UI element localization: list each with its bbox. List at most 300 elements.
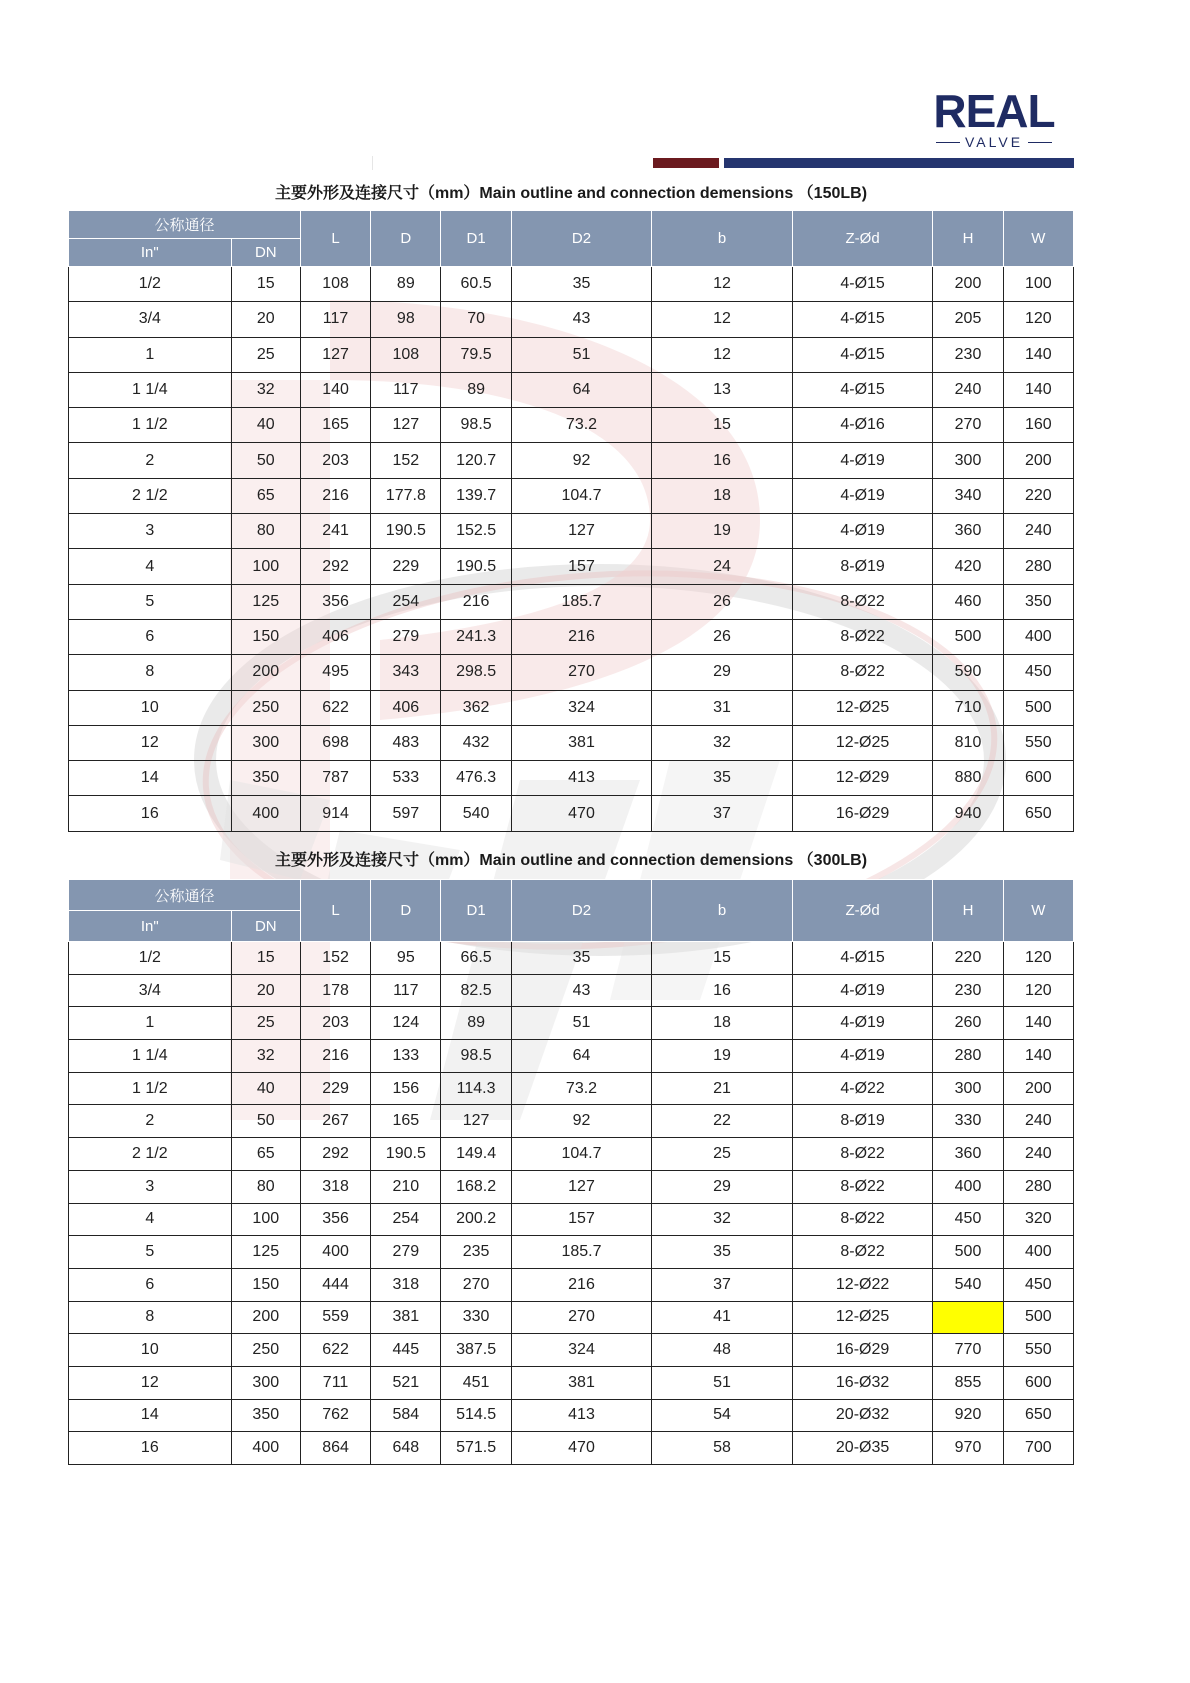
header-nominal-size: 公称通径 (69, 211, 301, 239)
cell-z-od: 4-Ø19 (792, 1007, 933, 1040)
cell-dn: 50 (231, 1105, 300, 1138)
header-bar-red (653, 158, 719, 168)
cell-in: 3/4 (69, 302, 232, 337)
header-D1: D1 (441, 211, 511, 267)
cell-z-od: 16-Ø32 (792, 1366, 933, 1399)
header-W: W (1003, 880, 1073, 942)
cell-W: 220 (1003, 478, 1073, 513)
table-row (69, 725, 1074, 760)
cell-W: 240 (1003, 1138, 1073, 1171)
cell-H: 450 (933, 1203, 1003, 1236)
cell-W: 140 (1003, 337, 1073, 372)
cell-D: 343 (371, 655, 441, 690)
cell-D1: 70 (441, 302, 511, 337)
cell-z-od: 4-Ø19 (792, 1040, 933, 1073)
header-in: In" (69, 911, 232, 942)
cell-in: 10 (69, 1334, 232, 1367)
cell-z-od: 8-Ø22 (792, 1170, 933, 1203)
cell-b: 31 (652, 690, 793, 725)
cell-D: 98 (371, 302, 441, 337)
cell-L: 406 (300, 619, 370, 654)
cell-D2: 185.7 (511, 584, 652, 619)
cell-W: 280 (1003, 549, 1073, 584)
cell-W: 140 (1003, 372, 1073, 407)
cell-W: 320 (1003, 1203, 1073, 1236)
cell-b: 13 (652, 372, 793, 407)
header-bar-blue (724, 158, 1074, 168)
header-b: b (652, 211, 793, 267)
cell-b: 12 (652, 302, 793, 337)
cell-b: 37 (652, 796, 793, 831)
cell-z-od: 8-Ø22 (792, 619, 933, 654)
cell-D2: 64 (511, 372, 652, 407)
header-in: In" (69, 239, 232, 267)
cell-D1: 200.2 (441, 1203, 511, 1236)
cell-dn: 32 (231, 1040, 300, 1073)
cell-dn: 400 (231, 1432, 300, 1465)
cell-D: 124 (371, 1007, 441, 1040)
cell-b: 32 (652, 1203, 793, 1236)
cell-L: 178 (300, 974, 370, 1007)
cell-H: 880 (933, 761, 1003, 796)
dimensions-table-150lb (68, 210, 1074, 832)
cell-H: 330 (933, 1105, 1003, 1138)
table-row (69, 1268, 1074, 1301)
cell-D2: 324 (511, 690, 652, 725)
cell-L: 241 (300, 514, 370, 549)
cell-dn: 250 (231, 690, 300, 725)
cell-H: 500 (933, 619, 1003, 654)
cell-D2: 381 (511, 725, 652, 760)
cell-H: 270 (933, 408, 1003, 443)
cell-z-od: 8-Ø19 (792, 549, 933, 584)
cell-z-od: 8-Ø22 (792, 1236, 933, 1269)
cell-D1: 89 (441, 1007, 511, 1040)
cell-z-od: 8-Ø22 (792, 655, 933, 690)
cell-L: 864 (300, 1432, 370, 1465)
cell-in: 3 (69, 514, 232, 549)
cell-dn: 65 (231, 478, 300, 513)
cell-H: 810 (933, 725, 1003, 760)
header-D2: D2 (511, 880, 652, 942)
cell-D2: 324 (511, 1334, 652, 1367)
cell-H: 300 (933, 1072, 1003, 1105)
cell-b: 35 (652, 1236, 793, 1269)
header-tick (372, 156, 373, 170)
table-row (69, 1138, 1074, 1171)
table-row (69, 1236, 1074, 1269)
table-title-300lb: 主要外形及连接尺寸（mm）Main outline and connection demensions （300LB) (274, 852, 868, 869)
cell-D: 254 (371, 584, 441, 619)
cell-W: 140 (1003, 1040, 1073, 1073)
cell-H: 420 (933, 549, 1003, 584)
cell-W: 200 (1003, 1072, 1073, 1105)
cell-in: 1 (69, 337, 232, 372)
cell-D1: 89 (441, 372, 511, 407)
cell-D: 648 (371, 1432, 441, 1465)
cell-D1: 79.5 (441, 337, 511, 372)
cell-W: 200 (1003, 443, 1073, 478)
cell-D: 165 (371, 1105, 441, 1138)
table-row (69, 655, 1074, 690)
cell-in: 1 1/2 (69, 1072, 232, 1105)
cell-in: 1 1/4 (69, 372, 232, 407)
cell-z-od: 12-Ø25 (792, 690, 933, 725)
cell-D1: 152.5 (441, 514, 511, 549)
cell-b: 32 (652, 725, 793, 760)
cell-z-od: 4-Ø19 (792, 443, 933, 478)
cell-z-od: 4-Ø22 (792, 1072, 933, 1105)
cell-dn: 65 (231, 1138, 300, 1171)
table-row (69, 302, 1074, 337)
cell-L: 400 (300, 1236, 370, 1269)
cell-L: 140 (300, 372, 370, 407)
cell-W: 240 (1003, 1105, 1073, 1138)
cell-D2: 413 (511, 1399, 652, 1432)
cell-D1: 127 (441, 1105, 511, 1138)
cell-z-od: 16-Ø29 (792, 796, 933, 831)
cell-dn: 40 (231, 1072, 300, 1105)
header-dn: DN (231, 239, 300, 267)
table-title-150lb: 主要外形及连接尺寸（mm）Main outline and connection demensions （150LB) (274, 185, 868, 202)
cell-D2: 35 (511, 942, 652, 975)
table-row (69, 1040, 1074, 1073)
cell-b: 29 (652, 1170, 793, 1203)
cell-D: 254 (371, 1203, 441, 1236)
cell-D1: 60.5 (441, 267, 511, 302)
cell-H: 770 (933, 1334, 1003, 1367)
cell-D1: 571.5 (441, 1432, 511, 1465)
table-row (69, 267, 1074, 302)
cell-dn: 125 (231, 1236, 300, 1269)
cell-W: 450 (1003, 655, 1073, 690)
table-row (69, 1366, 1074, 1399)
cell-D: 597 (371, 796, 441, 831)
cell-H: 200 (933, 267, 1003, 302)
cell-in: 2 (69, 1105, 232, 1138)
header-L: L (300, 211, 370, 267)
cell-dn: 100 (231, 549, 300, 584)
cell-in: 1 (69, 1007, 232, 1040)
cell-b: 12 (652, 267, 793, 302)
header-D2: D2 (511, 211, 652, 267)
cell-D2: 73.2 (511, 1072, 652, 1105)
cell-in: 2 1/2 (69, 478, 232, 513)
cell-L: 622 (300, 1334, 370, 1367)
cell-z-od: 4-Ø15 (792, 337, 933, 372)
cell-W: 700 (1003, 1432, 1073, 1465)
cell-D1: 476.3 (441, 761, 511, 796)
cell-D2: 35 (511, 267, 652, 302)
cell-D1: 82.5 (441, 974, 511, 1007)
cell-b: 16 (652, 974, 793, 1007)
table-body-150lb (69, 267, 1074, 832)
cell-z-od: 8-Ø22 (792, 1203, 933, 1236)
cell-L: 622 (300, 690, 370, 725)
brand-logo (928, 85, 1060, 152)
cell-H: 970 (933, 1432, 1003, 1465)
table-row (69, 619, 1074, 654)
cell-D1: 98.5 (441, 408, 511, 443)
cell-dn: 80 (231, 514, 300, 549)
cell-D1: 216 (441, 584, 511, 619)
cell-L: 165 (300, 408, 370, 443)
cell-H: 855 (933, 1366, 1003, 1399)
cell-b: 25 (652, 1138, 793, 1171)
cell-D2: 104.7 (511, 1138, 652, 1171)
cell-b: 35 (652, 761, 793, 796)
cell-W: 120 (1003, 302, 1073, 337)
cell-b: 41 (652, 1301, 793, 1334)
table-row (69, 1301, 1074, 1334)
header-D: D (371, 211, 441, 267)
cell-D1: 362 (441, 690, 511, 725)
cell-D1: 168.2 (441, 1170, 511, 1203)
logo-wordmark: REAL (933, 85, 1055, 137)
cell-H: 260 (933, 1007, 1003, 1040)
cell-in: 16 (69, 1432, 232, 1465)
cell-W: 350 (1003, 584, 1073, 619)
cell-D1: 432 (441, 725, 511, 760)
cell-D1: 120.7 (441, 443, 511, 478)
cell-D: 533 (371, 761, 441, 796)
table-row (69, 408, 1074, 443)
header-z-od: Z-Ød (792, 211, 933, 267)
cell-z-od: 8-Ø19 (792, 1105, 933, 1138)
cell-dn: 200 (231, 1301, 300, 1334)
cell-W: 500 (1003, 690, 1073, 725)
table-row (69, 1334, 1074, 1367)
cell-H: 710 (933, 690, 1003, 725)
cell-D: 152 (371, 443, 441, 478)
cell-dn: 150 (231, 1268, 300, 1301)
cell-z-od: 12-Ø25 (792, 1301, 933, 1334)
cell-D1: 540 (441, 796, 511, 831)
header-b: b (652, 880, 793, 942)
cell-b: 18 (652, 478, 793, 513)
cell-dn: 300 (231, 725, 300, 760)
cell-D2: 216 (511, 619, 652, 654)
cell-L: 444 (300, 1268, 370, 1301)
cell-in: 5 (69, 584, 232, 619)
cell-b: 24 (652, 549, 793, 584)
cell-D: 210 (371, 1170, 441, 1203)
cell-W: 600 (1003, 761, 1073, 796)
cell-D2: 73.2 (511, 408, 652, 443)
cell-in: 12 (69, 725, 232, 760)
header-H: H (933, 880, 1003, 942)
cell-W: 140 (1003, 1007, 1073, 1040)
cell-D2: 51 (511, 1007, 652, 1040)
cell-dn: 250 (231, 1334, 300, 1367)
cell-D: 190.5 (371, 514, 441, 549)
cell-in: 8 (69, 655, 232, 690)
cell-D2: 216 (511, 1268, 652, 1301)
cell-L: 152 (300, 942, 370, 975)
cell-D: 406 (371, 690, 441, 725)
table-row (69, 1170, 1074, 1203)
table-row (69, 1072, 1074, 1105)
cell-dn: 25 (231, 1007, 300, 1040)
cell-H: 230 (933, 337, 1003, 372)
cell-in: 4 (69, 1203, 232, 1236)
cell-dn: 400 (231, 796, 300, 831)
cell-dn: 150 (231, 619, 300, 654)
cell-W: 100 (1003, 267, 1073, 302)
cell-H: 205 (933, 302, 1003, 337)
cell-W: 450 (1003, 1268, 1073, 1301)
table-row (69, 443, 1074, 478)
cell-H: 230 (933, 974, 1003, 1007)
cell-H: 460 (933, 584, 1003, 619)
cell-dn: 15 (231, 267, 300, 302)
cell-in: 4 (69, 549, 232, 584)
cell-L: 356 (300, 1203, 370, 1236)
cell-D2: 381 (511, 1366, 652, 1399)
cell-D1: 270 (441, 1268, 511, 1301)
cell-L: 787 (300, 761, 370, 796)
cell-z-od: 12-Ø22 (792, 1268, 933, 1301)
cell-D2: 270 (511, 655, 652, 690)
table-row (69, 942, 1074, 975)
cell-W: 160 (1003, 408, 1073, 443)
table-row (69, 1432, 1074, 1465)
cell-D2: 43 (511, 974, 652, 1007)
cell-dn: 20 (231, 302, 300, 337)
cell-z-od: 4-Ø15 (792, 942, 933, 975)
cell-H: 940 (933, 796, 1003, 831)
table-row (69, 690, 1074, 725)
cell-in: 2 1/2 (69, 1138, 232, 1171)
cell-dn: 300 (231, 1366, 300, 1399)
cell-z-od: 12-Ø29 (792, 761, 933, 796)
cell-H: 300 (933, 443, 1003, 478)
cell-L: 559 (300, 1301, 370, 1334)
cell-D1: 98.5 (441, 1040, 511, 1073)
cell-in: 6 (69, 619, 232, 654)
cell-D: 318 (371, 1268, 441, 1301)
cell-D: 381 (371, 1301, 441, 1334)
cell-W: 280 (1003, 1170, 1073, 1203)
cell-z-od: 4-Ø16 (792, 408, 933, 443)
table-row (69, 974, 1074, 1007)
cell-L: 292 (300, 1138, 370, 1171)
cell-D: 279 (371, 1236, 441, 1269)
cell-L: 318 (300, 1170, 370, 1203)
cell-D: 117 (371, 372, 441, 407)
cell-dn: 40 (231, 408, 300, 443)
cell-b: 26 (652, 584, 793, 619)
cell-D2: 157 (511, 549, 652, 584)
cell-D1: 114.3 (441, 1072, 511, 1105)
cell-b: 16 (652, 443, 793, 478)
cell-W: 120 (1003, 974, 1073, 1007)
cell-z-od: 4-Ø15 (792, 267, 933, 302)
cell-b: 29 (652, 655, 793, 690)
cell-H (933, 1301, 1003, 1334)
cell-L: 108 (300, 267, 370, 302)
cell-b: 26 (652, 619, 793, 654)
cell-z-od: 4-Ø19 (792, 514, 933, 549)
cell-L: 216 (300, 1040, 370, 1073)
cell-H: 220 (933, 942, 1003, 975)
cell-dn: 200 (231, 655, 300, 690)
cell-D1: 330 (441, 1301, 511, 1334)
cell-D2: 64 (511, 1040, 652, 1073)
table-row (69, 478, 1074, 513)
header-nominal-size: 公称通径 (69, 880, 301, 911)
table-row (69, 1399, 1074, 1432)
cell-D: 89 (371, 267, 441, 302)
cell-W: 400 (1003, 619, 1073, 654)
cell-z-od: 4-Ø15 (792, 372, 933, 407)
cell-L: 762 (300, 1399, 370, 1432)
cell-D1: 190.5 (441, 549, 511, 584)
cell-in: 1 1/4 (69, 1040, 232, 1073)
cell-W: 400 (1003, 1236, 1073, 1269)
cell-D2: 470 (511, 1432, 652, 1465)
cell-D2: 127 (511, 1170, 652, 1203)
logo-subtitle: VALVE (928, 135, 1060, 149)
table-row (69, 796, 1074, 831)
cell-D1: 235 (441, 1236, 511, 1269)
cell-in: 14 (69, 761, 232, 796)
cell-L: 292 (300, 549, 370, 584)
cell-z-od: 4-Ø15 (792, 302, 933, 337)
cell-dn: 25 (231, 337, 300, 372)
header-W: W (1003, 211, 1073, 267)
cell-H: 360 (933, 1138, 1003, 1171)
cell-W: 550 (1003, 725, 1073, 760)
cell-z-od: 20-Ø32 (792, 1399, 933, 1432)
cell-D2: 270 (511, 1301, 652, 1334)
table-body-300lb (69, 942, 1074, 1465)
cell-H: 360 (933, 514, 1003, 549)
cell-z-od: 4-Ø19 (792, 478, 933, 513)
cell-D: 156 (371, 1072, 441, 1105)
cell-b: 22 (652, 1105, 793, 1138)
cell-L: 117 (300, 302, 370, 337)
cell-H: 540 (933, 1268, 1003, 1301)
cell-D2: 157 (511, 1203, 652, 1236)
cell-dn: 50 (231, 443, 300, 478)
cell-D: 177.8 (371, 478, 441, 513)
cell-D2: 104.7 (511, 478, 652, 513)
table-row (69, 584, 1074, 619)
cell-z-od: 16-Ø29 (792, 1334, 933, 1367)
cell-b: 19 (652, 514, 793, 549)
cell-b: 12 (652, 337, 793, 372)
cell-H: 400 (933, 1170, 1003, 1203)
cell-H: 340 (933, 478, 1003, 513)
cell-in: 2 (69, 443, 232, 478)
table-row (69, 514, 1074, 549)
cell-D2: 92 (511, 1105, 652, 1138)
cell-D: 190.5 (371, 1138, 441, 1171)
cell-H: 590 (933, 655, 1003, 690)
cell-D1: 66.5 (441, 942, 511, 975)
cell-D: 279 (371, 619, 441, 654)
cell-W: 240 (1003, 514, 1073, 549)
cell-b: 19 (652, 1040, 793, 1073)
cell-H: 920 (933, 1399, 1003, 1432)
cell-dn: 80 (231, 1170, 300, 1203)
cell-D1: 387.5 (441, 1334, 511, 1367)
table-row (69, 1105, 1074, 1138)
cell-D1: 139.7 (441, 478, 511, 513)
cell-W: 600 (1003, 1366, 1073, 1399)
header-H: H (933, 211, 1003, 267)
